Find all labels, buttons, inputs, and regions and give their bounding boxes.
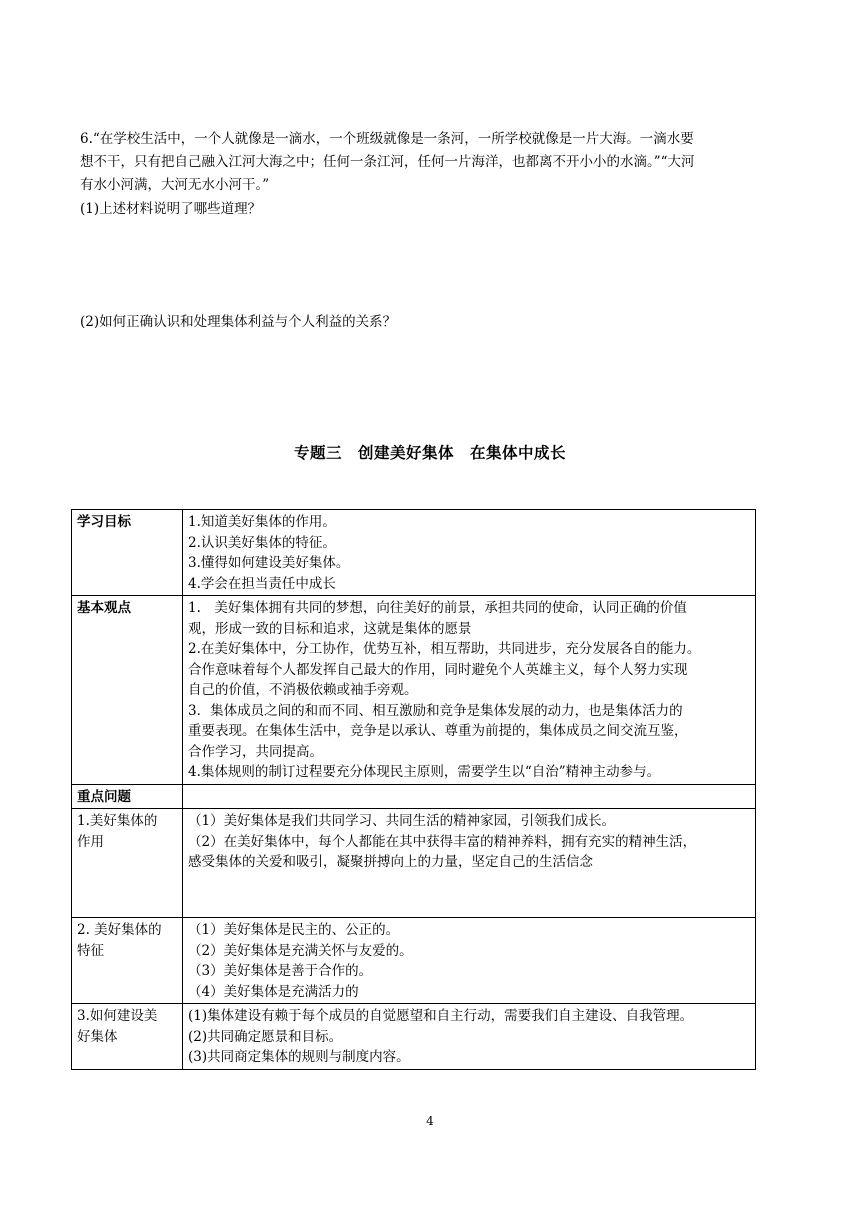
question-6 — [80, 128, 780, 197]
key-issues-empty — [183, 784, 756, 809]
question-6-line: 6.“在学校生活中，一个人就像是一滴水，一个班级就像是一条河，一所学校就像是一片大海。一滴水要 — [80, 131, 694, 147]
table-row — [72, 510, 756, 596]
table-row — [72, 596, 756, 785]
goals-content — [183, 510, 756, 596]
study-table — [71, 509, 756, 1070]
list-item: （3）美好集体是善于合作的。 — [188, 963, 373, 979]
text-line: 合作学习，共同提高。 — [188, 743, 323, 760]
role-label — [72, 809, 183, 918]
build-content — [183, 1004, 756, 1070]
page-number: 4 — [426, 1114, 434, 1128]
label-line: 1.美好集体的 — [77, 813, 158, 829]
list-item: (1)集体建设有赖于每个成员的自觉愿望和自主行动，需要我们自主建设、自我管理。 — [188, 1008, 694, 1024]
label-line: 特征 — [77, 942, 104, 959]
text-line: 2.在美好集体中，分工协作，优势互补，相互帮助，共同进步，充分发展各自的能力。 — [188, 641, 701, 657]
text-line: （1）美好集体是我们共同学习、共同生活的精神家园，引领我们成长。 — [188, 813, 616, 829]
list-item: （2）美好集体是充满关怀与友爱的。 — [188, 942, 413, 959]
text-line: 合作意味着每个人都发挥自己最大的作用，同时避免个人英雄主义，每个人努力实现 — [188, 661, 688, 678]
list-item: 4.学会在担当责任中成长 — [188, 575, 336, 592]
role-content — [183, 809, 756, 918]
goals-label: 学习目标 — [72, 510, 183, 596]
list-item: （1）美好集体是民主的、公正的。 — [188, 922, 400, 938]
label-line: 3.如何建设美 — [77, 1008, 158, 1024]
features-content — [183, 918, 756, 1004]
text-line: 1. 美好集体拥有共同的梦想，向往美好的前景，承担共同的使命，认同正确的价值 — [188, 600, 687, 616]
features-label — [72, 918, 183, 1004]
label-line: 2. 美好集体的 — [77, 922, 162, 938]
sub-question-1: (1)上述材料说明了哪些道理？ — [80, 201, 262, 217]
text-line: 观，形成一致的目标和追求，这就是集体的愿景 — [188, 620, 472, 637]
views-content — [183, 596, 756, 785]
text-line: 重要表现。在集体生活中，竞争是以承认、尊重为前提的，集体成员之间交流互鉴， — [188, 723, 688, 739]
label-line: 好集体 — [77, 1028, 118, 1045]
question-6-line: 有水小河满，大河无水小河干。” — [80, 177, 270, 193]
text-line: 自己的价值，不消极依赖或袖手旁观。 — [188, 682, 418, 698]
list-item: (2)共同确定愿景和目标。 — [188, 1028, 343, 1045]
table-row — [72, 1004, 756, 1070]
text-line: 3．集体成员之间的和而不同、相互激励和竞争是集体发展的动力，也是集体活力的 — [188, 702, 683, 719]
text-line: （2）在美好集体中，每个人都能在其中获得丰富的精神养料，拥有充实的精神生活， — [188, 833, 697, 850]
views-label: 基本观点 — [72, 596, 183, 785]
sub-question-2: (2)如何正确认识和处理集体利益与个人利益的关系？ — [80, 314, 397, 330]
text-line: 4.集体规则的制订过程要充分体现民主原则，需要学生以“自治”精神主动参与。 — [188, 764, 661, 780]
build-label — [72, 1004, 183, 1070]
table-row — [72, 809, 756, 918]
list-item: 3.懂得如何建设美好集体。 — [188, 555, 350, 571]
key-issues-label: 重点问题 — [72, 784, 183, 809]
list-item: (3)共同商定集体的规则与制度内容。 — [188, 1049, 410, 1065]
list-item: 1.知道美好集体的作用。 — [188, 514, 336, 530]
list-item: 2.认识美好集体的特征。 — [188, 534, 336, 551]
question-6-line: 想不干，只有把自己融入江河大海之中；任何一条江河，任何一片海洋，也都离不开小小的水滴。”“大河 — [80, 154, 695, 170]
text-line: 感受集体的关爱和吸引，凝聚拼搏向上的力量，坚定自己的生活信念 — [188, 854, 593, 870]
section-title: 专题三 创建美好集体 在集体中成长 — [293, 444, 566, 462]
table-row — [72, 918, 756, 1004]
table-row — [72, 784, 756, 809]
label-line: 作用 — [77, 833, 104, 850]
list-item: （4）美好集体是充满活力的 — [188, 983, 359, 1000]
